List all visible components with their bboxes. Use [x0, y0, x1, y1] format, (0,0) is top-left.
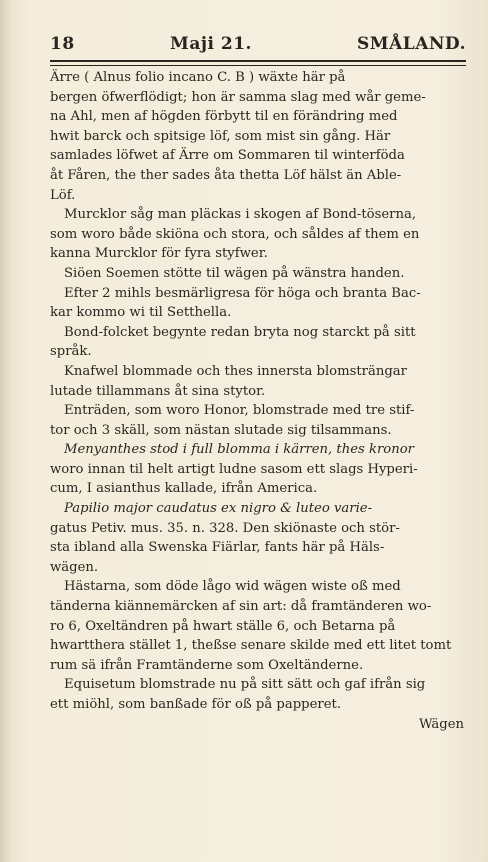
text-line: bergen öfwerflödigt; hon är samma slag med wår geme- — [50, 89, 426, 105]
text-line: Hästarna, som döde lågo wid wägen wiste oß med — [64, 579, 401, 595]
running-title: SMÅLAND. — [356, 34, 466, 54]
text-line: som woro både skiöna och stora, och såldes af them en — [50, 226, 420, 242]
text-line: kanna Murcklor för fyra styfwer. — [50, 246, 268, 262]
catchword: Wägen — [418, 716, 464, 732]
text-body — [50, 68, 470, 734]
text-line: lutade tillammans åt sina stytor. — [50, 383, 266, 399]
text-line: tänderna kiännemärcken af sin art: då framtänderen wo- — [50, 599, 432, 615]
text-line: Knafwel blommade och thes innersta blomsträngar — [64, 363, 407, 379]
text-line: åt Fåren, the ther sades åta thetta Löf hälst än Able- — [50, 167, 402, 183]
text-line: tor och 3 skäll, som nästan slutade sig tilsammans. — [50, 422, 392, 438]
text-line: Löf. — [50, 187, 76, 203]
text-line: Menyanthes stod i full blomma i kärren, thes kronor — [64, 442, 414, 458]
text-line: Papilio major caudatus ex nigro & luteo varie- — [64, 501, 373, 517]
text-line: wägen. — [50, 559, 99, 575]
page-spine-shadow — [0, 0, 12, 862]
text-line: na Ahl, men af högden förbytt til en förändring med — [50, 109, 398, 125]
text-line: ro 6, Oxeltändren på hwart ställe 6, och Betarna på — [50, 618, 396, 634]
text-line: rum sä ifrån Framtänderne som Oxeltänderne. — [50, 657, 364, 673]
text-line: ett miöhl, som banßade för oß på papperet. — [50, 697, 342, 712]
text-line: gatus Petiv. mus. 35. n. 328. Den skiönaste och stör- — [50, 520, 400, 536]
text-line: Siöen Soemen stötte til wägen på wänstra handen. — [64, 265, 405, 281]
text-line: Murcklor såg man pläckas i skogen af Bond-töserna, — [64, 207, 417, 223]
header-rule — [50, 60, 466, 66]
text-line: Enträden, som woro Honor, blomstrade med tre stif- — [64, 403, 415, 419]
page-number: 18 — [50, 34, 75, 54]
text-line: kar kommo wi til Setthella. — [50, 305, 232, 321]
text-line: Efter 2 mihls besmärligresa för höga och branta Bac- — [64, 285, 421, 301]
page-header — [50, 30, 466, 58]
header-date: Maji 21. — [170, 34, 252, 54]
text-line: hwit barck och spitsige löf, som mist sin gång. Här — [50, 128, 391, 144]
text-line: cum, I asianthus kallade, ifrån America. — [50, 481, 318, 497]
text-line: samlades löfwet af Ärre om Sommaren til winterföda — [50, 148, 405, 164]
text-line: Equisetum blomstrade nu på sitt sätt och gaf ifrån sig — [64, 677, 426, 693]
text-line: woro innan til helt artigt ludne sasom ett slags Hyperi- — [50, 461, 418, 477]
text-line: hwartthera stället 1, theßse senare skilde med ett litet tomt — [50, 638, 452, 654]
text-line: sta ibland alla Swenska Fiärlar, fants här på Häls- — [50, 540, 385, 556]
text-line: Ärre ( Alnus folio incano C. B ) wäxte här på — [50, 70, 346, 85]
text-line: språk. — [50, 344, 92, 360]
text-line: Bond-folcket begynte redan bryta nog starckt på sitt — [64, 324, 416, 340]
